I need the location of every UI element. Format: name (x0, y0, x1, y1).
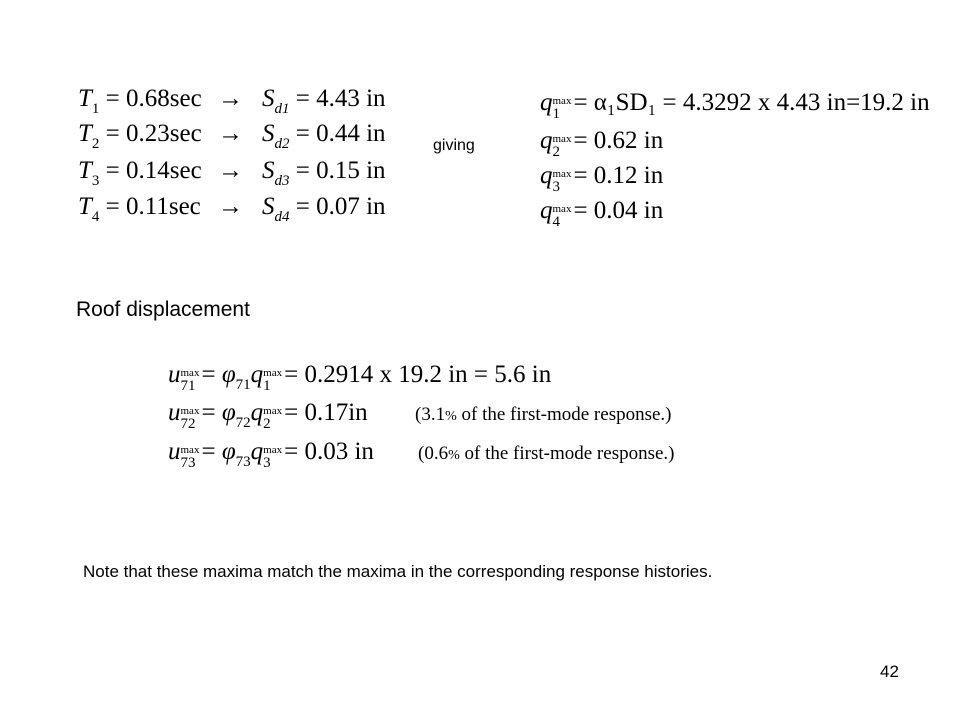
giving-label: giving (433, 137, 475, 154)
period-equation-4: $T_4 = 0.11\sec$ (78, 193, 201, 225)
q-equation-1: q max 1 = α₁SD₁ = 4.3292 x 4.43 in=19.2 in (540, 89, 930, 122)
u-equation-2: u max 72 = $\varphi_{72}q$ max 2 = 0.17in (168, 399, 368, 432)
spectral-equation-1: $S_{d1} = 4.43$ in (262, 85, 386, 117)
u-note-3: (0.6% of the first-mode response.) (418, 443, 675, 464)
u-equation-1: u max 71 = $\varphi_{71}q$ max 1 = 0.2914 x 19.2 in = 5.6 in (168, 361, 552, 394)
spectral-equation-2: $S_{d2} = 0.44$ in (262, 120, 386, 152)
arrow-3: → (218, 157, 243, 184)
u-equation-3: u max 73 = $\varphi_{73}q$ max 3 = 0.03 in (168, 438, 374, 471)
page-number: 42 (880, 662, 899, 681)
spectral-equation-4: $S_{d4} = 0.07$ in (262, 193, 386, 225)
roof-displacement-heading: Roof displacement (76, 298, 250, 321)
spectral-equation-3: $S_{d3} = 0.15$ in (262, 157, 386, 189)
u-note-2: (3.1% of the first-mode response.) (415, 404, 672, 425)
arrow-4: → (218, 193, 243, 220)
period-equation-2: $T_2 = 0.23\sec$ (78, 120, 202, 152)
period-equation-3: $T_3 = 0.14\sec$ (78, 157, 202, 189)
q-equation-3: q max 3 = 0.12 in (540, 162, 664, 195)
q-equation-4: q max 4 = 0.04 in (540, 197, 664, 230)
q-equation-2: q max 2 = 0.62 in (540, 127, 664, 160)
arrow-2: → (218, 120, 243, 147)
arrow-1: → (218, 85, 243, 112)
period-equation-1: $T_1 = 0.68\sec$ (78, 85, 202, 117)
closing-note: Note that these maxima match the maxima in the corresponding response histories. (83, 562, 713, 581)
